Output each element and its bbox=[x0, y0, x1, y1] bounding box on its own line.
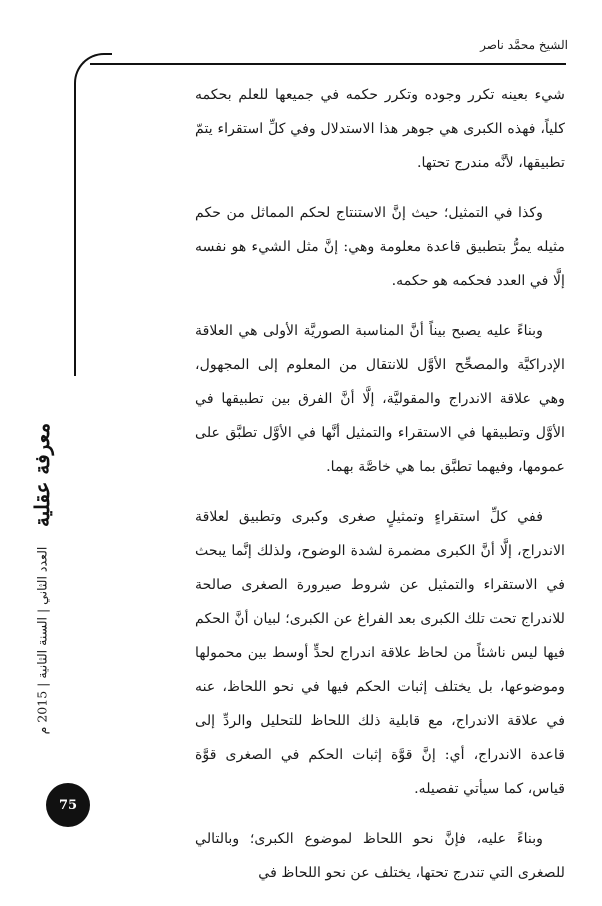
journal-logo bbox=[22, 420, 62, 530]
paragraph-5: وبناءً عليه، فإنَّ نحو اللحاظ لموضوع الكبرى؛ وبالتالي للصغرى التي تندرج تحتها، يختلف عن نحو اللحاظ في bbox=[195, 831, 565, 881]
page-number-badge bbox=[46, 783, 90, 827]
paragraph-4: ففي كلِّ استقراءٍ وتمثيلٍ صغرى وكبرى وتطبيق لعلاقة الاندراج، إلَّا أنَّ الكبرى مضمرة لشدة الوضوح، ولذلك إنَّما يبحث في الاستقراء والتمثيل عن شروط صيرورة الصغرى صالحة للاندراج تحت تلك الكبرى بعد الفراغ عن الكبرى؛ لبيان أنَّ الحكم فيها ليس ناشئاً من لحاظ علاقة اندراج لحدٍّ أوسط بين محمولها وموضوعها، بل يختلف إثبات الحكم فيها في نحو اللحاظ، عنه في علاقة الاندراج، مع قابلية ذلك اللحاظ للتحليل والردِّ إلى قاعدة الاندراج، أي: إنَّ قوَّة إثبات الحكم في الصغرى قوَّة قياس، كما سيأتي تفصيله. bbox=[195, 509, 565, 797]
paragraph-1: شيء بعينه تكرر وجوده وتكرر حكمه في جميعها للعلم بحكمه كلياً، فهذه الكبرى هي جوهر هذا الاستدلال وفي كلِّ استقراء يتمّ تطبيقها، لأنَّه مندرج تحتها. bbox=[195, 87, 565, 171]
issue-info-text: العدد الثاني | السنة الثانية | 2015 م bbox=[34, 546, 50, 734]
journal-logo-text: معرفة عقلية bbox=[30, 422, 55, 528]
body-text bbox=[195, 78, 565, 906]
paragraph-3: وبناءً عليه يصبح بيناً أنَّ المناسبة الصوريَّة الأولى هي العلاقة الإدراكيَّة والمصحِّح الأوَّل للانتقال من المعلوم إلى المجهول، وهي علاقة الاندراج والمقوليَّة، إلَّا أنَّ الفرق بين تطبيقها في الأوَّل وتطبيقها في الاستقراء والتمثيل أنَّها في الأوَّل تطبَّق على عمومها، وفيهما تطبَّق بما هي خاصَّة بهما. bbox=[195, 323, 565, 475]
paragraph-2: وكذا في التمثيل؛ حيث إنَّ الاستنتاج لحكم المماثل من حكم مثيله يمرُّ بتطبيق قاعدة معلومة وهي: إنَّ مثل الشيء هو نفسه إلَّا في العدد فحكمه هو حكمه. bbox=[195, 205, 565, 289]
issue-info bbox=[22, 520, 62, 760]
frame-top-rule bbox=[90, 63, 566, 65]
page-number: 75 bbox=[58, 797, 78, 813]
running-header-author: الشيخ محمَّد ناصر bbox=[480, 38, 568, 52]
frame-corner-curve bbox=[74, 53, 112, 91]
frame-left-rule bbox=[74, 86, 76, 376]
